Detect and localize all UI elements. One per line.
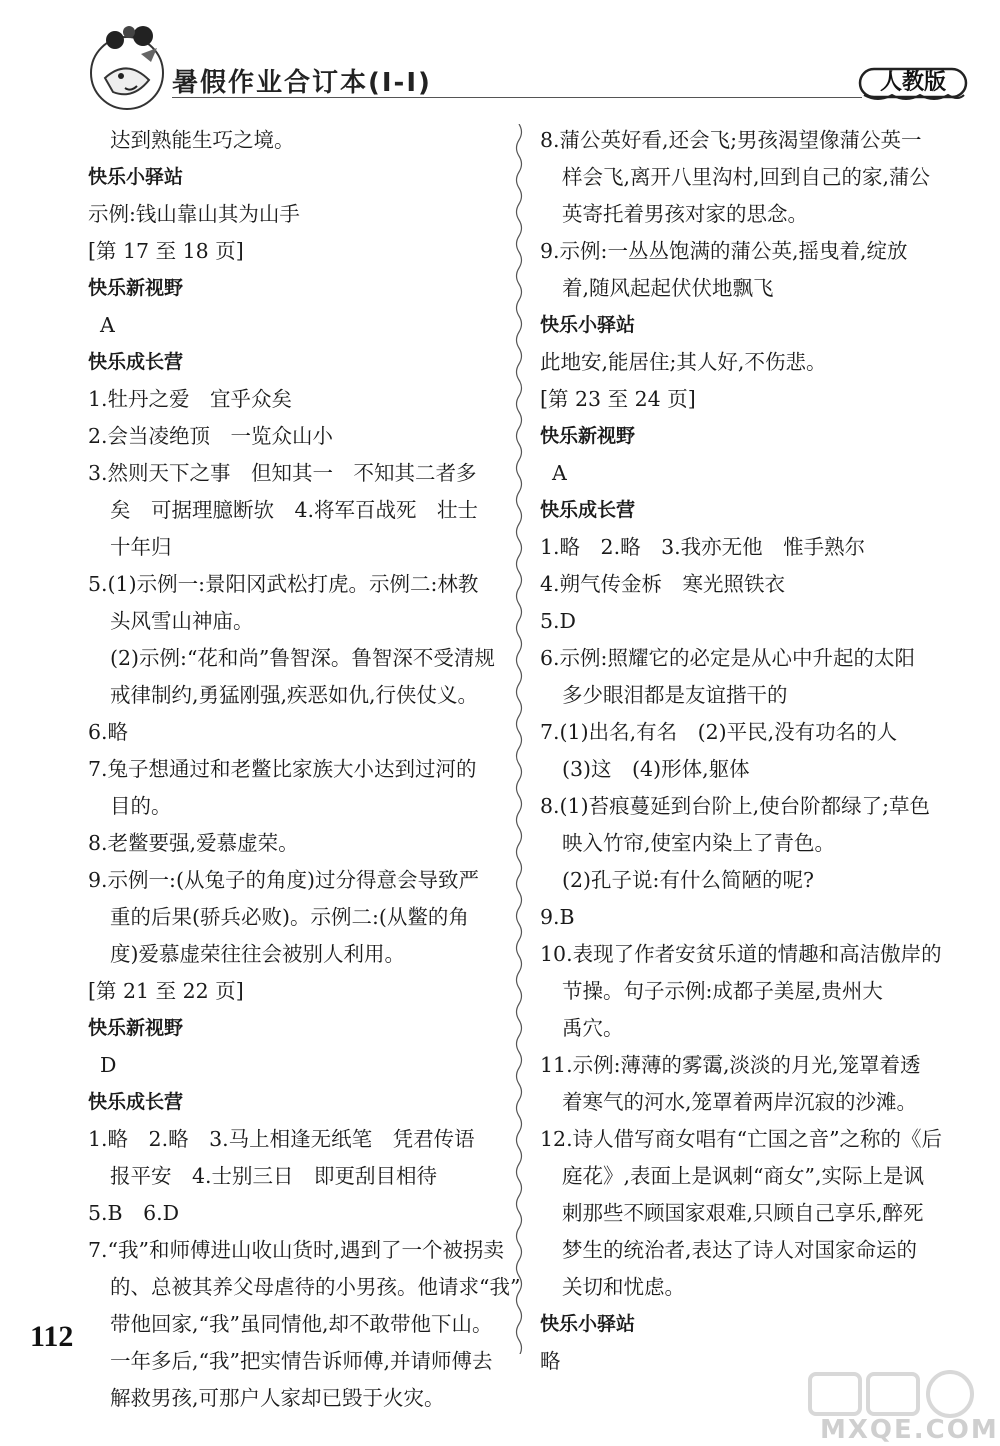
answer-line: [第 17 至 18 页] bbox=[88, 239, 244, 263]
answer-line: 英寄托着男孩对家的思念。 bbox=[562, 202, 808, 226]
page-number: 112 bbox=[30, 1320, 74, 1353]
wavy-column-divider bbox=[512, 124, 526, 1354]
answer-line: 达到熟能生巧之境。 bbox=[110, 128, 295, 152]
answer-line: 戒律制约,勇猛刚强,疾恶如仇,行侠仗义。 bbox=[110, 683, 479, 707]
answer-line: 5.B 6.D bbox=[88, 1201, 180, 1225]
edition-badge bbox=[858, 65, 968, 101]
answer-line: 9.示例:一丛丛饱满的蒲公英,摇曳着,绽放 bbox=[540, 239, 908, 263]
answer-line: 1.略 2.略 3.我亦无他 惟手熟尔 bbox=[540, 535, 866, 559]
edition-label: 人教版 bbox=[879, 70, 946, 95]
answer-line: 8.蒲公英好看,还会飞;男孩渴望像蒲公英一 bbox=[540, 128, 922, 152]
answer-line: 十年归 bbox=[110, 535, 172, 559]
section-heading: 快乐新视野 bbox=[88, 1017, 184, 1039]
answer-line: 此地安,能居住;其人好,不伤悲。 bbox=[540, 350, 827, 374]
answer-line: 解救男孩,可那户人家却已毁于火灾。 bbox=[110, 1386, 445, 1410]
answer-line: 示例:钱山靠山其为山手 bbox=[88, 202, 300, 226]
answer-line: 10.表现了作者安贫乐道的情趣和高洁傲岸的 bbox=[540, 942, 942, 966]
cartoon-mascot-logo bbox=[85, 18, 170, 118]
answer-line: 的、总被其养父母虐待的小男孩。他请求“我” bbox=[110, 1275, 521, 1299]
answer-line: 矣 可据理臆断欤 4.将军百战死 壮士 bbox=[110, 498, 479, 522]
answer-line: 4.朔气传金柝 寒光照铁衣 bbox=[540, 572, 786, 596]
answer-line: (2)示例:“花和尚”鲁智深。鲁智深不受清规 bbox=[110, 646, 495, 670]
answer-line: A bbox=[100, 313, 115, 337]
answer-line: 关切和忧虑。 bbox=[562, 1275, 685, 1299]
answer-line: (3)这 (4)形体,躯体 bbox=[562, 757, 750, 781]
answer-line: 1.略 2.略 3.马上相逢无纸笔 凭君传语 bbox=[88, 1127, 475, 1151]
answer-line: 12.诗人借写商女唱有“亡国之音”之称的《后 bbox=[540, 1127, 943, 1151]
answer-line: 1.牡丹之爱 宜乎众矣 bbox=[88, 387, 293, 411]
section-heading: 快乐成长营 bbox=[540, 499, 636, 521]
section-heading: 快乐小驿站 bbox=[540, 314, 636, 336]
answer-line: [第 21 至 22 页] bbox=[88, 979, 244, 1003]
answer-line: 度)爱慕虚荣往往会被别人利用。 bbox=[110, 942, 405, 966]
section-heading: 快乐新视野 bbox=[88, 277, 184, 299]
page-header bbox=[0, 0, 1000, 120]
answer-line: 带他回家,“我”虽同情他,却不敢带他下山。 bbox=[110, 1312, 493, 1336]
answer-line: 9.B bbox=[540, 905, 575, 929]
answer-line: 头风雪山神庙。 bbox=[110, 609, 254, 633]
answer-line: 庭花》,表面上是讽刺“商女”,实际上是讽 bbox=[562, 1164, 924, 1188]
answer-line: 7.(1)出名,有名 (2)平民,没有功名的人 bbox=[540, 720, 898, 744]
answer-line: 着寒气的河水,笼罩着两岸沉寂的沙滩。 bbox=[562, 1090, 918, 1114]
answer-line: 7.兔子想通过和老鳖比家族大小达到过河的 bbox=[88, 757, 477, 781]
answer-line: 重的后果(骄兵必败)。示例二:(从鳖的角 bbox=[110, 905, 469, 929]
answer-line: 11.示例:薄薄的雾霭,淡淡的月光,笼罩着透 bbox=[540, 1053, 921, 1077]
answer-line: 目的。 bbox=[110, 794, 172, 818]
section-heading: 快乐成长营 bbox=[88, 351, 184, 373]
answer-line: 2.会当凌绝顶 一览众山小 bbox=[88, 424, 334, 448]
answer-line: 梦生的统治者,表达了诗人对国家命运的 bbox=[562, 1238, 918, 1262]
section-heading: 快乐小驿站 bbox=[540, 1313, 636, 1335]
answer-line: 5.(1)示例一:景阳冈武松打虎。示例二:林教 bbox=[88, 572, 479, 596]
answer-line: 多少眼泪都是友谊揩干的 bbox=[562, 683, 788, 707]
answer-line: 9.示例一:(从兔子的角度)过分得意会导致严 bbox=[88, 868, 479, 892]
answer-line: 5.D bbox=[540, 609, 576, 633]
answer-line: 6.略 bbox=[88, 720, 129, 744]
answer-line: 7.“我”和师傅进山收山货时,遇到了一个被拐卖 bbox=[88, 1238, 505, 1262]
answer-line: 禹穴。 bbox=[562, 1016, 624, 1040]
answer-line: (2)孔子说:有什么简陋的呢? bbox=[562, 868, 814, 892]
section-heading: 快乐成长营 bbox=[88, 1091, 184, 1113]
answer-line: 节操。句子示例:成都子美屋,贵州大 bbox=[562, 979, 883, 1003]
answer-line: D bbox=[100, 1053, 117, 1077]
answer-line: 一年多后,“我”把实情告诉师傅,并请师傅去 bbox=[110, 1349, 493, 1373]
answer-line: 8.(1)苔痕蔓延到台阶上,使台阶都绿了;草色 bbox=[540, 794, 931, 818]
book-title: 暑假作业合订本(Ⅰ-Ⅰ) bbox=[172, 68, 432, 98]
header-rule bbox=[172, 97, 862, 98]
section-heading: 快乐小驿站 bbox=[88, 166, 184, 188]
answer-line: 6.示例:照耀它的必定是从心中升起的太阳 bbox=[540, 646, 915, 670]
right-answer-column bbox=[540, 122, 970, 1380]
answer-line: 报平安 4.士别三日 即更刮目相待 bbox=[110, 1164, 438, 1188]
answer-line: [第 23 至 24 页] bbox=[540, 387, 696, 411]
answer-line: 映入竹帘,使室内染上了青色。 bbox=[562, 831, 836, 855]
watermark-text: MXQE.COM bbox=[820, 1415, 999, 1445]
answer-line: 8.老鳖要强,爱慕虚荣。 bbox=[88, 831, 299, 855]
answer-line: 着,随风起起伏伏地飘飞 bbox=[562, 276, 774, 300]
answer-line: 样会飞,离开八里沟村,回到自己的家,蒲公 bbox=[562, 165, 931, 189]
left-answer-column bbox=[88, 122, 521, 1417]
answer-line: 刺那些不顾国家艰难,只顾自己享乐,醉死 bbox=[562, 1201, 924, 1225]
answer-line: A bbox=[552, 461, 567, 485]
answer-line: 3.然则天下之事 但知其一 不知其二者多 bbox=[88, 461, 477, 485]
answer-line: 略 bbox=[540, 1349, 561, 1373]
section-heading: 快乐新视野 bbox=[540, 425, 636, 447]
